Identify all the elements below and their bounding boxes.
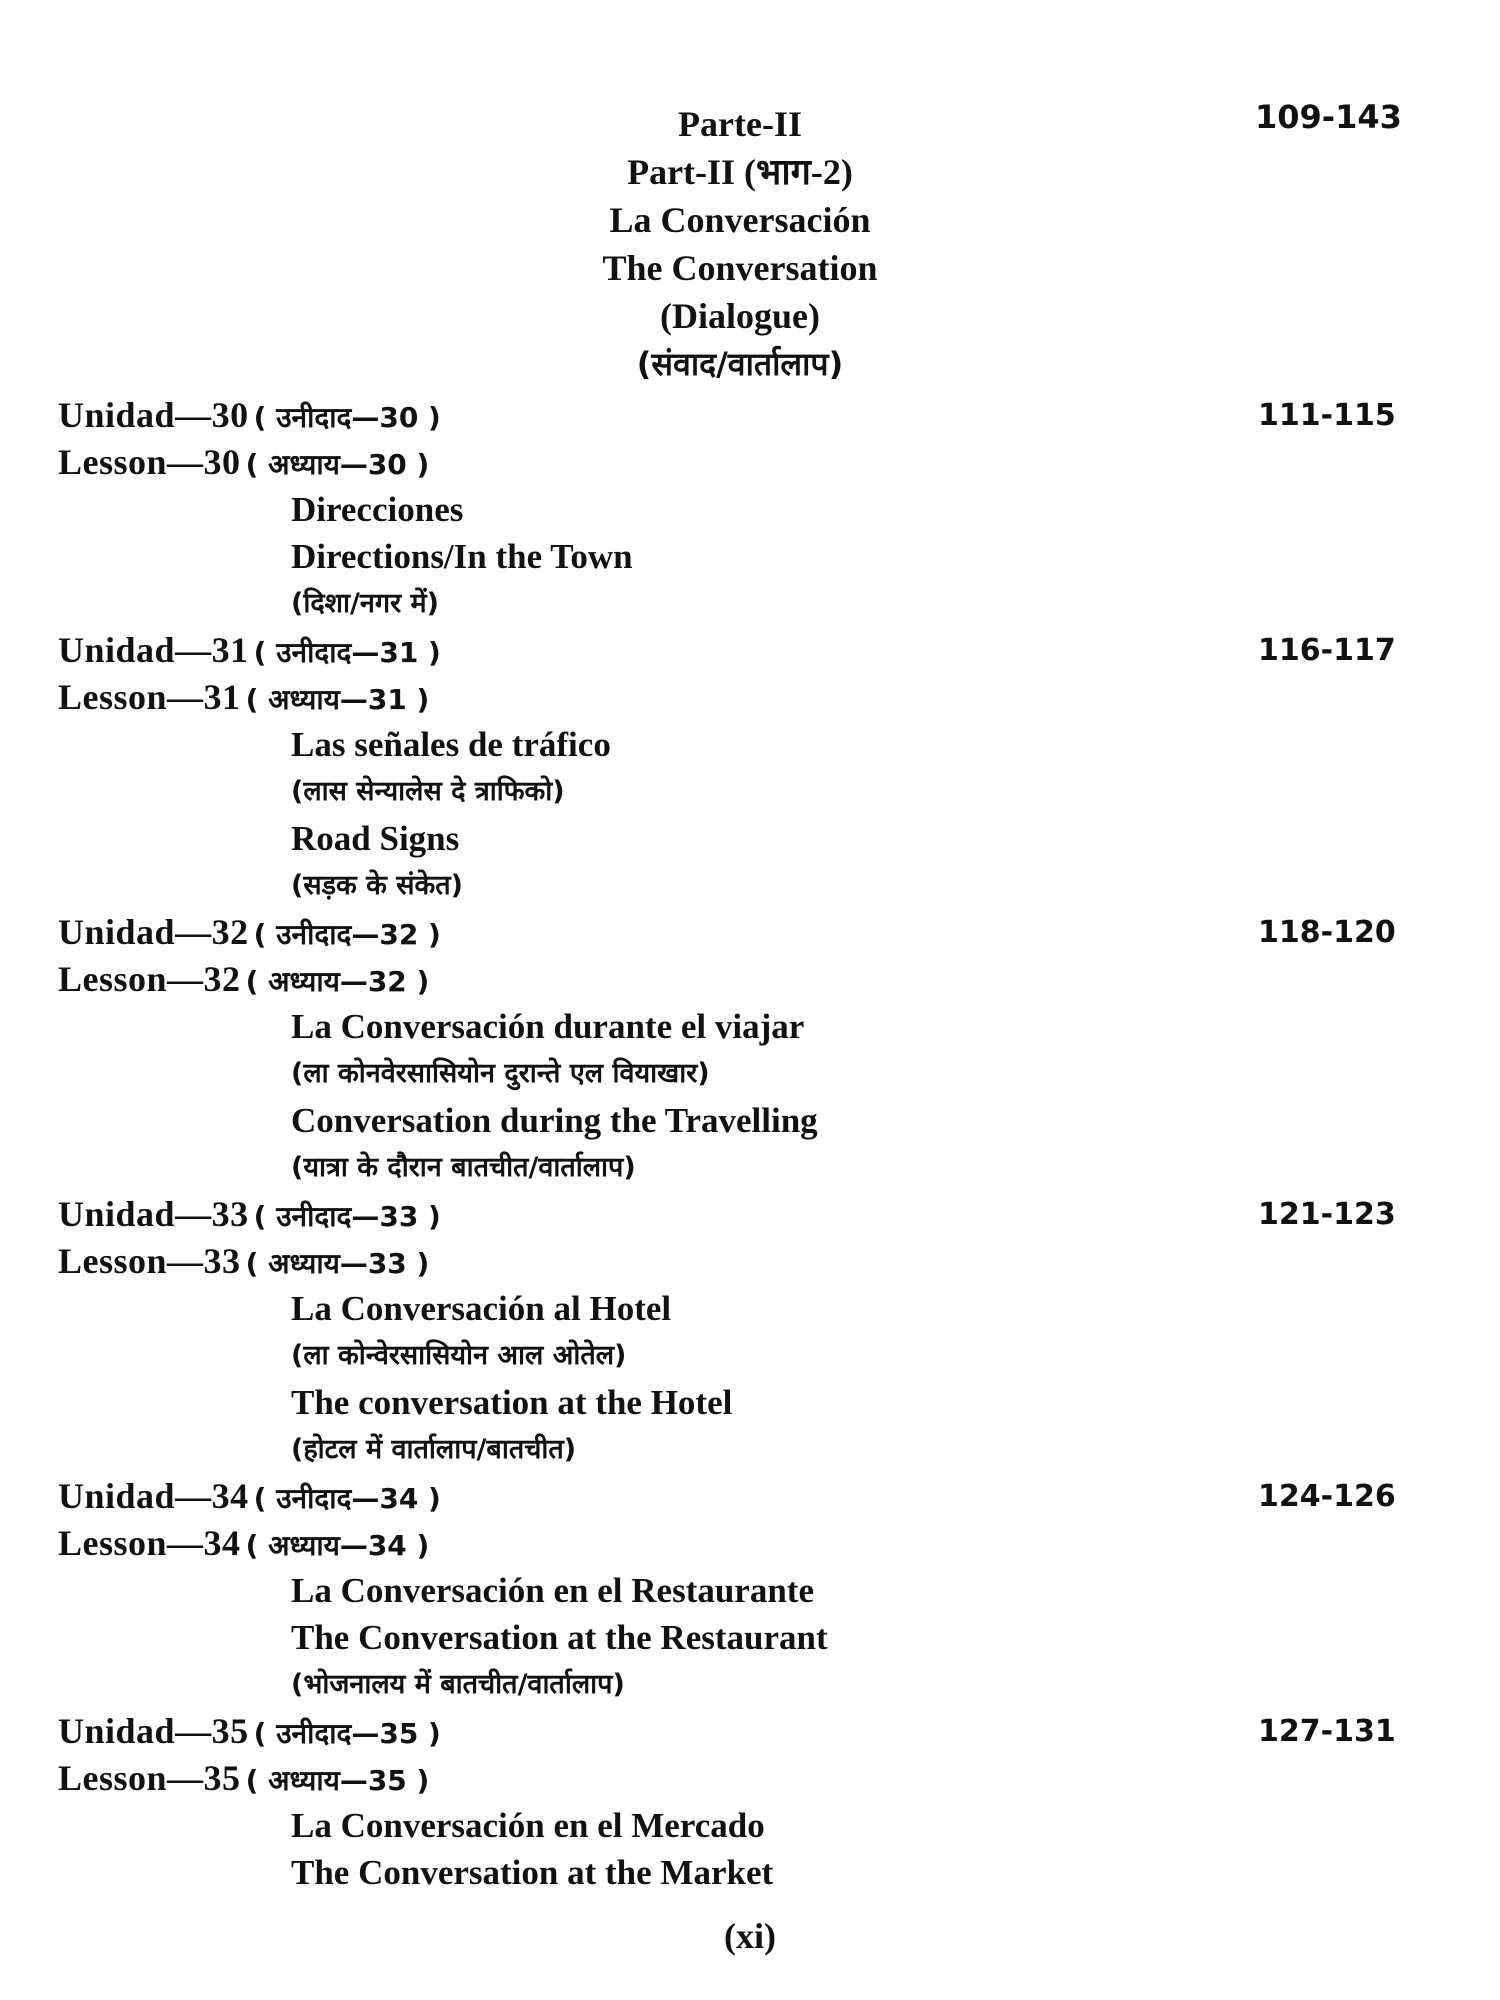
unidad-hindi: ( उनीदाद—32 ): [253, 918, 441, 951]
lesson-label: Lesson—32: [58, 959, 241, 999]
lesson-title-line: Directions/In the Town: [291, 537, 633, 576]
lesson-titles: [291, 1802, 1458, 1896]
page-range: 118-120: [1258, 915, 1396, 950]
lesson-hindi: ( अध्याय—32 ): [245, 965, 430, 998]
part-subject-es: La Conversación: [609, 200, 871, 240]
part-subject-hi: (संवाद/वार्तालाप): [636, 345, 844, 383]
page-range: 111-115: [1258, 398, 1396, 433]
lesson-title-line: (होटल में वार्तालाप/बातचीत): [291, 1434, 577, 1465]
lesson-label: Lesson—33: [58, 1241, 241, 1281]
unidad-label: Unidad—30: [58, 395, 249, 435]
unidad-hindi: ( उनीदाद—31 ): [253, 636, 441, 669]
unidad-hindi: ( उनीदाद—34 ): [253, 1482, 441, 1515]
lesson-title-line: (भोजनालय में बातचीत/वार्तालाप): [291, 1669, 625, 1700]
unidad-label: Unidad—32: [58, 912, 249, 952]
part-subject-en: The Conversation: [602, 248, 878, 288]
lesson-title-line: La Conversación en el Restaurante: [291, 1571, 815, 1610]
toc-entry-unit-32: [58, 909, 1458, 1191]
lesson-title-line: Las señales de tráfico: [291, 725, 611, 764]
unidad-label: Unidad—33: [58, 1194, 249, 1234]
lesson-title-line: Road Signs: [291, 819, 460, 858]
lesson-title-line: La Conversación durante el viajar: [291, 1007, 805, 1046]
lesson-title-line: (ला कोनवेरसासियोन दुरान्ते एल वियाखार): [291, 1058, 710, 1089]
lesson-titles: [291, 721, 1458, 909]
lesson-title-line: (ला कोन्वेरसासियोन आल ओतेल): [291, 1340, 627, 1371]
lesson-title-line: The Conversation at the Restaurant: [291, 1618, 828, 1657]
lesson-title-line: Direcciones: [291, 490, 464, 529]
lesson-row: [58, 1238, 1458, 1285]
unidad-label: Unidad—35: [58, 1711, 249, 1751]
unidad-row: [58, 1473, 1458, 1520]
lesson-hindi: ( अध्याय—31 ): [245, 683, 430, 716]
lesson-titles: [291, 1567, 1458, 1708]
toc-entry-unit-31: [58, 627, 1458, 909]
lesson-title-line: La Conversación en el Mercado: [291, 1806, 765, 1845]
lesson-hindi: ( अध्याय—33 ): [245, 1247, 430, 1280]
toc-entry-unit-34: [58, 1473, 1458, 1708]
part-header: [440, 100, 1040, 388]
lesson-row: [58, 1520, 1458, 1567]
page-range: 116-117: [1258, 633, 1396, 668]
unidad-row: [58, 1708, 1458, 1755]
page-range: 127-131: [1258, 1714, 1396, 1749]
lesson-label: Lesson—31: [58, 677, 241, 717]
unidad-hindi: ( उनीदाद—30 ): [253, 401, 441, 434]
lesson-row: [58, 674, 1458, 721]
lesson-titles: [291, 486, 1458, 627]
lesson-title-line: (लास सेन्यालेस दे त्राफिको): [291, 776, 565, 807]
page-number: (xi): [724, 1916, 776, 1956]
lesson-label: Lesson—35: [58, 1758, 241, 1798]
lesson-title-line: (सड़क के संकेत): [291, 870, 464, 901]
part-title-es: Parte-II: [678, 104, 802, 144]
lesson-label: Lesson—34: [58, 1523, 241, 1563]
lesson-titles: [291, 1003, 1458, 1191]
lesson-title-line: (यात्रा के दौरान बातचीत/वार्तालाप): [291, 1152, 636, 1183]
part-title-en: Part-II (भाग-2): [627, 152, 853, 192]
lesson-title-line: The conversation at the Hotel: [291, 1383, 733, 1422]
unidad-row: [58, 909, 1458, 956]
lesson-row: [58, 956, 1458, 1003]
lesson-titles: [291, 1285, 1458, 1473]
unidad-row: [58, 627, 1458, 674]
lesson-row: [58, 1755, 1458, 1802]
part-page-range: 109-143: [1255, 98, 1402, 136]
part-subject-alt: (Dialogue): [660, 296, 820, 336]
lesson-row: [58, 439, 1458, 486]
lesson-hindi: ( अध्याय—34 ): [245, 1529, 430, 1562]
unidad-row: [58, 392, 1458, 439]
lesson-label: Lesson—30: [58, 442, 241, 482]
unidad-row: [58, 1191, 1458, 1238]
toc-entry-unit-30: [58, 392, 1458, 627]
lesson-title-line: La Conversación al Hotel: [291, 1289, 672, 1328]
lesson-title-line: (दिशा/नगर में): [291, 588, 439, 619]
page-range: 124-126: [1258, 1479, 1396, 1514]
lesson-title-line: The Conversation at the Market: [291, 1853, 774, 1892]
toc-entry-unit-35: [58, 1708, 1458, 1896]
lesson-title-line: Conversation during the Travelling: [291, 1101, 818, 1140]
unidad-hindi: ( उनीदाद—35 ): [253, 1717, 441, 1750]
unidad-label: Unidad—34: [58, 1476, 249, 1516]
page-range: 121-123: [1258, 1197, 1396, 1232]
lesson-hindi: ( अध्याय—30 ): [245, 448, 430, 481]
lesson-hindi: ( अध्याय—35 ): [245, 1764, 430, 1797]
unidad-hindi: ( उनीदाद—33 ): [253, 1200, 441, 1233]
unidad-label: Unidad—31: [58, 630, 249, 670]
toc-entry-unit-33: [58, 1191, 1458, 1473]
